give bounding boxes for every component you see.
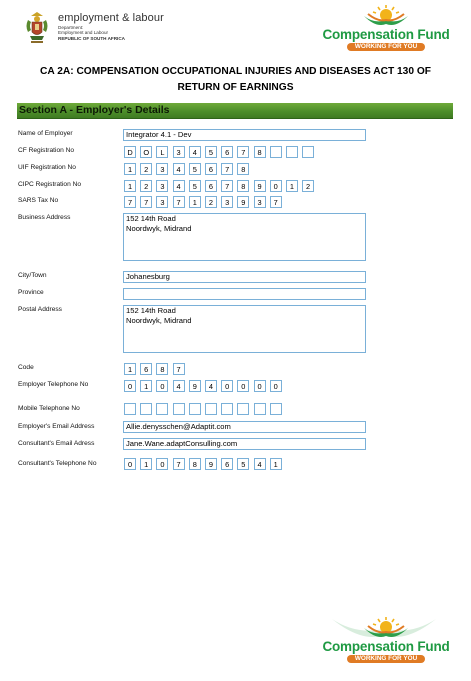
cipc-registration-boxes[interactable] [124, 180, 318, 192]
char-box[interactable]: 7 [124, 196, 136, 208]
char-box[interactable]: 4 [189, 146, 201, 158]
uif-registration-label: UIF Registration No [18, 164, 76, 171]
char-box[interactable]: 7 [270, 196, 282, 208]
char-box[interactable]: 6 [140, 363, 152, 375]
char-box[interactable]: 6 [221, 458, 233, 470]
char-box[interactable]: 5 [237, 458, 249, 470]
char-box[interactable]: 7 [237, 146, 249, 158]
char-box[interactable]: 3 [221, 196, 233, 208]
char-box[interactable]: 1 [124, 163, 136, 175]
hands-sun-icon [354, 4, 418, 28]
mobile-telephone-boxes[interactable] [124, 403, 286, 415]
fund-tagline-footer: WORKING FOR YOU [347, 655, 425, 663]
sars-tax-label: SARS Tax No [18, 197, 59, 204]
fund-tagline: WORKING FOR YOU [347, 43, 425, 51]
consultant-email-label: Consultant's Email Adress [18, 440, 95, 447]
char-box[interactable] [173, 403, 185, 415]
coat-of-arms-icon [22, 10, 52, 44]
cf-registration-boxes[interactable] [124, 146, 318, 158]
char-box[interactable]: 7 [221, 180, 233, 192]
hands-sun-icon [354, 616, 418, 640]
postal-address-label: Postal Address [18, 306, 62, 313]
fund-name-footer: Compensation Fund [322, 639, 450, 654]
char-box[interactable]: 8 [254, 146, 266, 158]
char-box[interactable]: 3 [156, 163, 168, 175]
sars-tax-boxes[interactable] [124, 196, 286, 208]
char-box[interactable] [189, 403, 201, 415]
consultant-telephone-boxes[interactable] [124, 458, 286, 470]
code-label: Code [18, 364, 34, 371]
char-box[interactable]: 4 [173, 180, 185, 192]
char-box[interactable]: 0 [156, 458, 168, 470]
employer-name-label: Name of Employer [18, 130, 73, 137]
char-box[interactable]: 1 [124, 180, 136, 192]
city-label: City/Town [18, 272, 47, 279]
fund-name: Compensation Fund [322, 27, 450, 42]
employer-telephone-label: Employer Telephone No [18, 381, 89, 388]
char-box[interactable]: 2 [205, 196, 217, 208]
char-box[interactable]: 2 [140, 163, 152, 175]
char-box[interactable]: 0 [156, 380, 168, 392]
char-box[interactable]: 7 [140, 196, 152, 208]
char-box[interactable]: 3 [156, 180, 168, 192]
char-box[interactable]: 5 [189, 163, 201, 175]
business-address-label: Business Address [18, 214, 71, 221]
char-box[interactable]: 4 [205, 380, 217, 392]
char-box[interactable]: 7 [173, 363, 185, 375]
char-box[interactable]: 6 [221, 146, 233, 158]
compensation-fund-logo-top [313, 4, 459, 51]
char-box[interactable] [286, 146, 298, 158]
char-box[interactable]: 5 [189, 180, 201, 192]
char-box[interactable]: 0 [270, 180, 282, 192]
char-box[interactable]: 9 [254, 180, 266, 192]
char-box[interactable] [237, 403, 249, 415]
char-box[interactable]: 6 [205, 163, 217, 175]
employer-email-field[interactable]: Allie.denysschen@Adaptit.com [123, 421, 366, 433]
department-line-2: Employment and Labour [58, 30, 109, 36]
department-title: employment & labour [58, 12, 164, 24]
form-subtitle: RETURN OF EARNINGS [177, 82, 294, 93]
char-box[interactable] [270, 146, 282, 158]
code-boxes[interactable] [124, 363, 189, 375]
compensation-fund-logo-bottom [313, 616, 459, 663]
char-box[interactable]: 2 [140, 180, 152, 192]
cf-registration-label: CF Registration No [18, 147, 75, 154]
char-box[interactable] [140, 403, 152, 415]
char-box[interactable]: 5 [205, 146, 217, 158]
char-box[interactable]: 7 [173, 458, 185, 470]
uif-registration-boxes[interactable] [124, 163, 254, 175]
char-box[interactable]: 1 [270, 458, 282, 470]
char-box[interactable] [270, 403, 282, 415]
char-box[interactable]: 9 [205, 458, 217, 470]
char-box[interactable]: D [124, 146, 136, 158]
char-box[interactable] [205, 403, 217, 415]
char-box[interactable] [254, 403, 266, 415]
char-box[interactable]: 3 [156, 196, 168, 208]
char-box[interactable]: 8 [189, 458, 201, 470]
char-box[interactable]: 4 [173, 380, 185, 392]
department-line-1: Department: [58, 25, 84, 30]
province-label: Province [18, 289, 44, 296]
char-box[interactable] [156, 403, 168, 415]
char-box[interactable]: 1 [140, 380, 152, 392]
char-box[interactable]: 0 [237, 380, 249, 392]
employer-email-label: Employer's Email Address [18, 423, 95, 430]
char-box[interactable]: 4 [173, 163, 185, 175]
section-title: Section A - Employer's Details [19, 104, 170, 116]
char-box[interactable] [302, 146, 314, 158]
section-header [17, 103, 453, 119]
char-box[interactable]: 0 [221, 380, 233, 392]
char-box[interactable]: 0 [254, 380, 266, 392]
char-box[interactable]: 9 [189, 380, 201, 392]
employer-telephone-boxes[interactable] [124, 380, 286, 392]
char-box[interactable]: 4 [254, 458, 266, 470]
consultant-email-field[interactable]: Jane.Wane.adaptConsulling.com [123, 438, 366, 450]
department-name-block [58, 12, 164, 41]
postal-address-field[interactable]: 152 14th Road Noordwyk, Midrand [123, 305, 366, 353]
char-box[interactable]: 1 [124, 363, 136, 375]
char-box[interactable]: 7 [221, 163, 233, 175]
mobile-telephone-label: Mobile Telephone No [18, 405, 80, 412]
char-box[interactable]: 1 [140, 458, 152, 470]
char-box[interactable] [221, 403, 233, 415]
char-box[interactable]: 2 [302, 180, 314, 192]
char-box[interactable]: 7 [173, 196, 185, 208]
char-box[interactable]: 9 [237, 196, 249, 208]
city-field[interactable]: Johanesburg [123, 271, 366, 283]
business-address-field[interactable]: 152 14th Road Noordwyk, Midrand [123, 213, 366, 261]
form-title: CA 2A: COMPENSATION OCCUPATIONAL INJURIES AND DISEASES ACT 130 OF [40, 66, 431, 77]
department-country: REPUBLIC OF SOUTH AFRICA [58, 35, 125, 41]
char-box[interactable]: 1 [189, 196, 201, 208]
char-box[interactable] [124, 403, 136, 415]
cipc-registration-label: CIPC Registration No [18, 181, 82, 188]
char-box[interactable]: 6 [205, 180, 217, 192]
char-box[interactable]: 8 [156, 363, 168, 375]
char-box[interactable]: 8 [237, 180, 249, 192]
province-field[interactable] [123, 288, 366, 300]
char-box[interactable]: 1 [286, 180, 298, 192]
char-box[interactable]: 3 [254, 196, 266, 208]
char-box[interactable]: 3 [173, 146, 185, 158]
char-box[interactable]: O [140, 146, 152, 158]
char-box[interactable]: 0 [270, 380, 282, 392]
char-box[interactable]: 0 [124, 380, 136, 392]
employer-name-field[interactable]: Integrator 4.1 - Dev [123, 129, 366, 141]
consultant-telephone-label: Consultant's Telephone No [18, 460, 97, 467]
char-box[interactable]: 8 [237, 163, 249, 175]
char-box[interactable]: 0 [124, 458, 136, 470]
char-box[interactable]: L [156, 146, 168, 158]
